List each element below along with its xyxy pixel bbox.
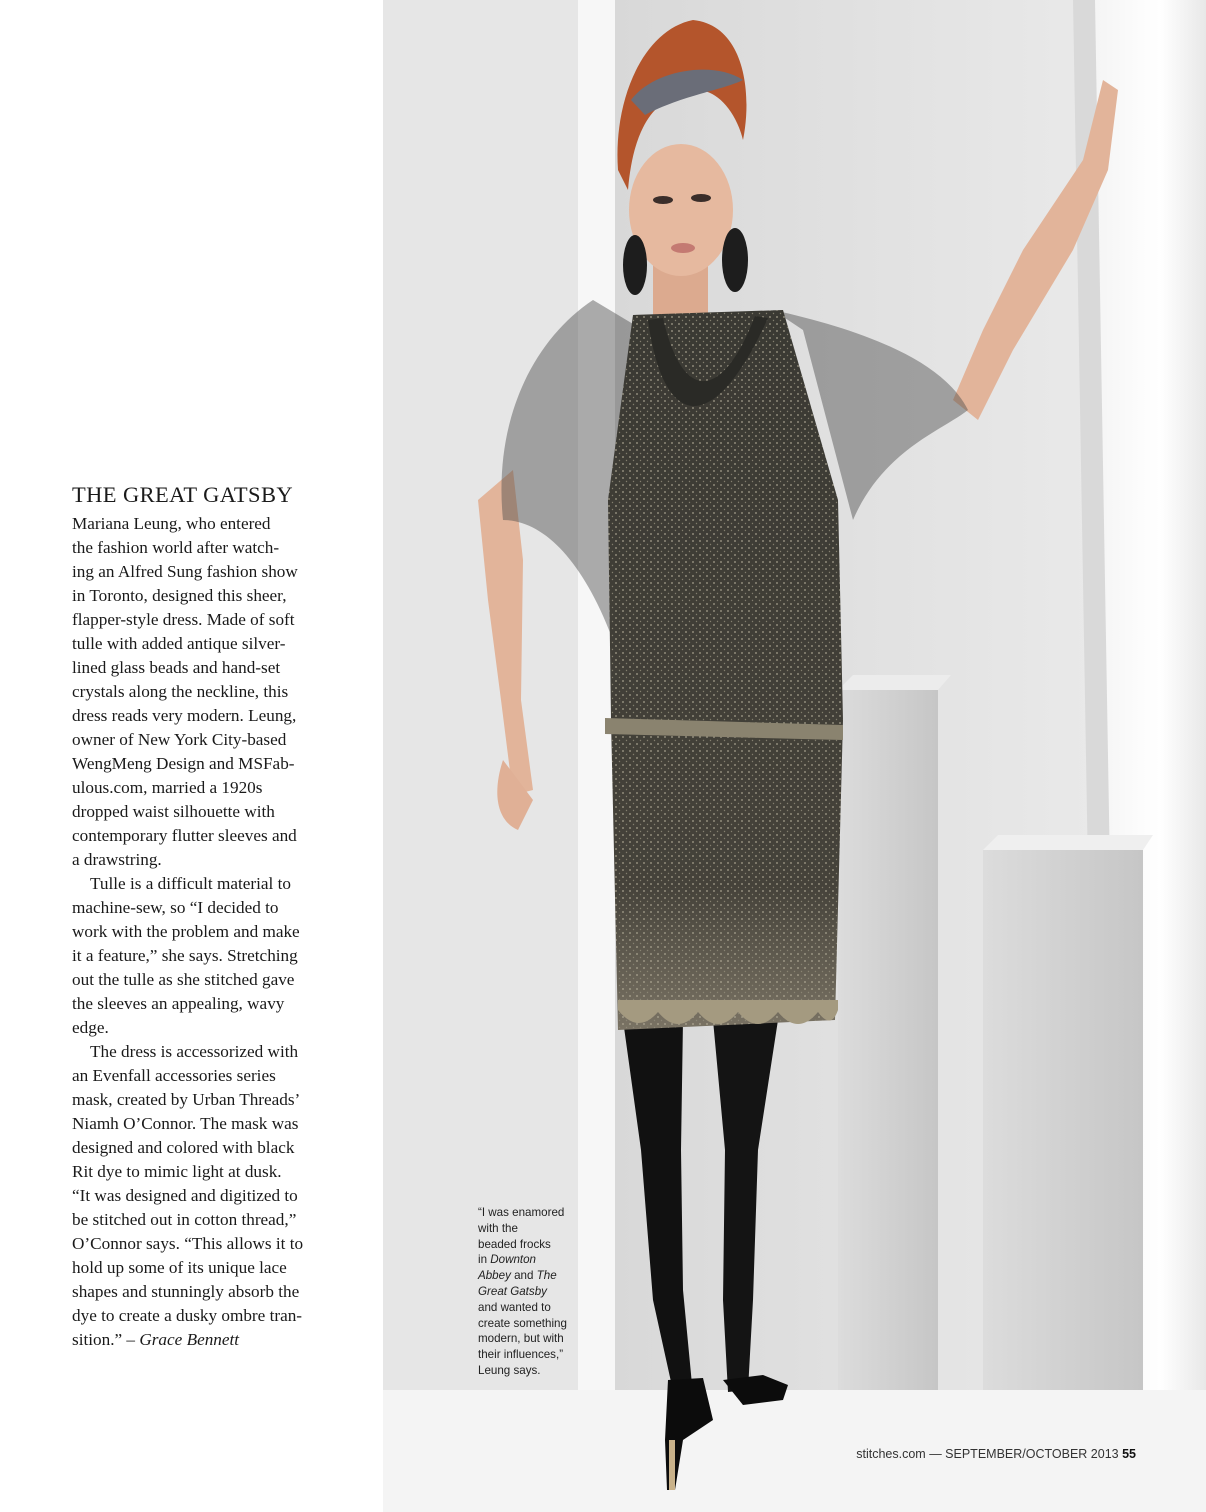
caption-title: Great Gatsby (478, 1284, 547, 1298)
text-line: The dress is accessorized with (90, 1042, 299, 1061)
text-line: it a feature,” she says. Stretching (72, 946, 298, 965)
caption-line: beaded frocks (478, 1237, 551, 1251)
caption-line: with the (478, 1221, 518, 1235)
text-line: hold up some of its unique lace (72, 1258, 287, 1277)
caption-line (478, 1252, 588, 1268)
text-line: Niamh O’Connor. The mask was (72, 1114, 299, 1133)
last-line-text: sition.” – (72, 1330, 140, 1349)
text-line: tulle with added antique silver- (72, 634, 286, 653)
text-line: Rit dye to mimic light at dusk. (72, 1162, 282, 1181)
text-line (72, 1328, 362, 1352)
article-paragraph-1 (72, 512, 362, 872)
text-line: shapes and stunningly absorb the (72, 1282, 300, 1301)
folio-separator: — (925, 1447, 946, 1461)
caption-title: The (536, 1269, 557, 1283)
caption-title: Downton (490, 1253, 537, 1267)
article-paragraph-3 (72, 1040, 362, 1352)
text-line: designed and colored with black (72, 1138, 295, 1157)
text-line: the sleeves an appealing, wavy (72, 994, 285, 1013)
caption-text: in (478, 1253, 491, 1267)
caption-line: create something (478, 1316, 567, 1330)
text-line: out the tulle as she stitched gave (72, 970, 295, 989)
text-line: WengMeng Design and MSFab- (72, 754, 295, 773)
text-line: Tulle is a difficult material to (90, 874, 291, 893)
text-line: dye to create a dusky ombre tran- (72, 1306, 303, 1325)
text-line: edge. (72, 1018, 109, 1037)
author-signature: Grace Bennett (139, 1330, 240, 1349)
folio-site: stitches.com (856, 1447, 926, 1461)
text-line: in Toronto, designed this sheer, (72, 586, 287, 605)
text-line: dress reads very modern. Leung, (72, 706, 297, 725)
article-column (72, 482, 362, 1352)
article-paragraph-2 (72, 872, 362, 1040)
article-headline: THE GREAT GATSBY (72, 482, 293, 507)
caption-text: and (510, 1269, 537, 1283)
caption-line: “I was enamored (478, 1206, 565, 1219)
text-line: be stitched out in cotton thread,” (72, 1210, 297, 1229)
text-line: an Evenfall accessories series (72, 1066, 276, 1085)
text-line: machine-sew, so “I decided to (72, 898, 279, 917)
text-line: owner of New York City-based (72, 730, 287, 749)
text-line: lined glass beads and hand-set (72, 658, 281, 677)
caption-line: modern, but with (478, 1332, 564, 1346)
text-line: crystals along the neckline, this (72, 682, 289, 701)
caption-title: Abbey (478, 1269, 511, 1283)
photo-caption (478, 1205, 588, 1379)
text-line: the fashion world after watch- (72, 538, 280, 557)
caption-line: and wanted to (478, 1300, 551, 1314)
text-line: contemporary flutter sleeves and (72, 826, 297, 845)
text-line: mask, created by Urban Threads’ (72, 1090, 301, 1109)
caption-line (478, 1284, 588, 1300)
text-line: a drawstring. (72, 850, 162, 869)
page-folio (856, 1447, 1136, 1461)
caption-line (478, 1268, 588, 1284)
text-line: ulous.com, married a 1920s (72, 778, 263, 797)
text-line: flapper-style dress. Made of soft (72, 610, 295, 629)
caption-line: Leung says. (478, 1363, 541, 1377)
page-number: 55 (1122, 1447, 1136, 1461)
text-line: “It was designed and digitized to (72, 1186, 298, 1205)
text-line: dropped waist silhouette with (72, 802, 275, 821)
text-line: ing an Alfred Sung fashion show (72, 562, 298, 581)
text-line: O’Connor says. “This allows it to (72, 1234, 304, 1253)
text-line: work with the problem and make (72, 922, 300, 941)
text-line: Mariana Leung, who entered (72, 514, 271, 533)
folio-issue: SEPTEMBER/OCTOBER 2013 (945, 1447, 1119, 1461)
caption-line: their influences,” (478, 1348, 564, 1362)
